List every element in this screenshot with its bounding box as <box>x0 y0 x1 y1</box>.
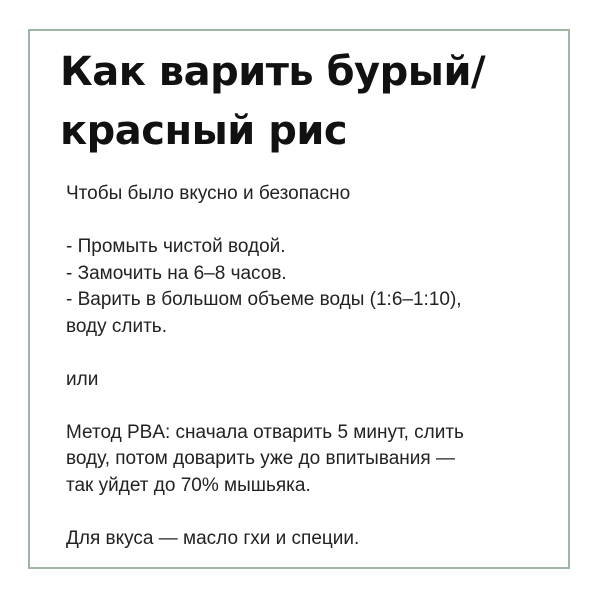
step-drain: воду слить. <box>66 315 167 337</box>
spacer <box>66 499 556 526</box>
spacer <box>66 340 556 367</box>
step-boil: - Варить в большом объеме воды (1:6–1:10), <box>66 289 462 310</box>
title-line-2: красный рис <box>60 108 348 154</box>
pba-method-line-1: Метод PBA: сначала отварить 5 минут, слить <box>66 421 464 443</box>
pba-method-line-2: воду, потом доварить уже до впитывания — <box>66 448 455 469</box>
taste-tip: Для вкуса — масло гхи и специи. <box>66 527 360 549</box>
or-separator: или <box>66 368 99 390</box>
pba-method-line-3: так уйдет до 70% мышьяка. <box>66 474 311 496</box>
recipe-body <box>66 181 556 552</box>
intro-text: Чтобы было вкусно и безопасно <box>66 183 351 204</box>
recipe-card <box>28 29 570 569</box>
title-line-1: Как варить бурый/ <box>60 49 486 95</box>
spacer <box>66 208 556 235</box>
step-rinse: - Промыть чистой водой. <box>66 236 286 257</box>
step-soak: - Замочить на 6–8 часов. <box>66 262 287 284</box>
spacer <box>66 393 556 420</box>
page-title <box>60 43 560 161</box>
